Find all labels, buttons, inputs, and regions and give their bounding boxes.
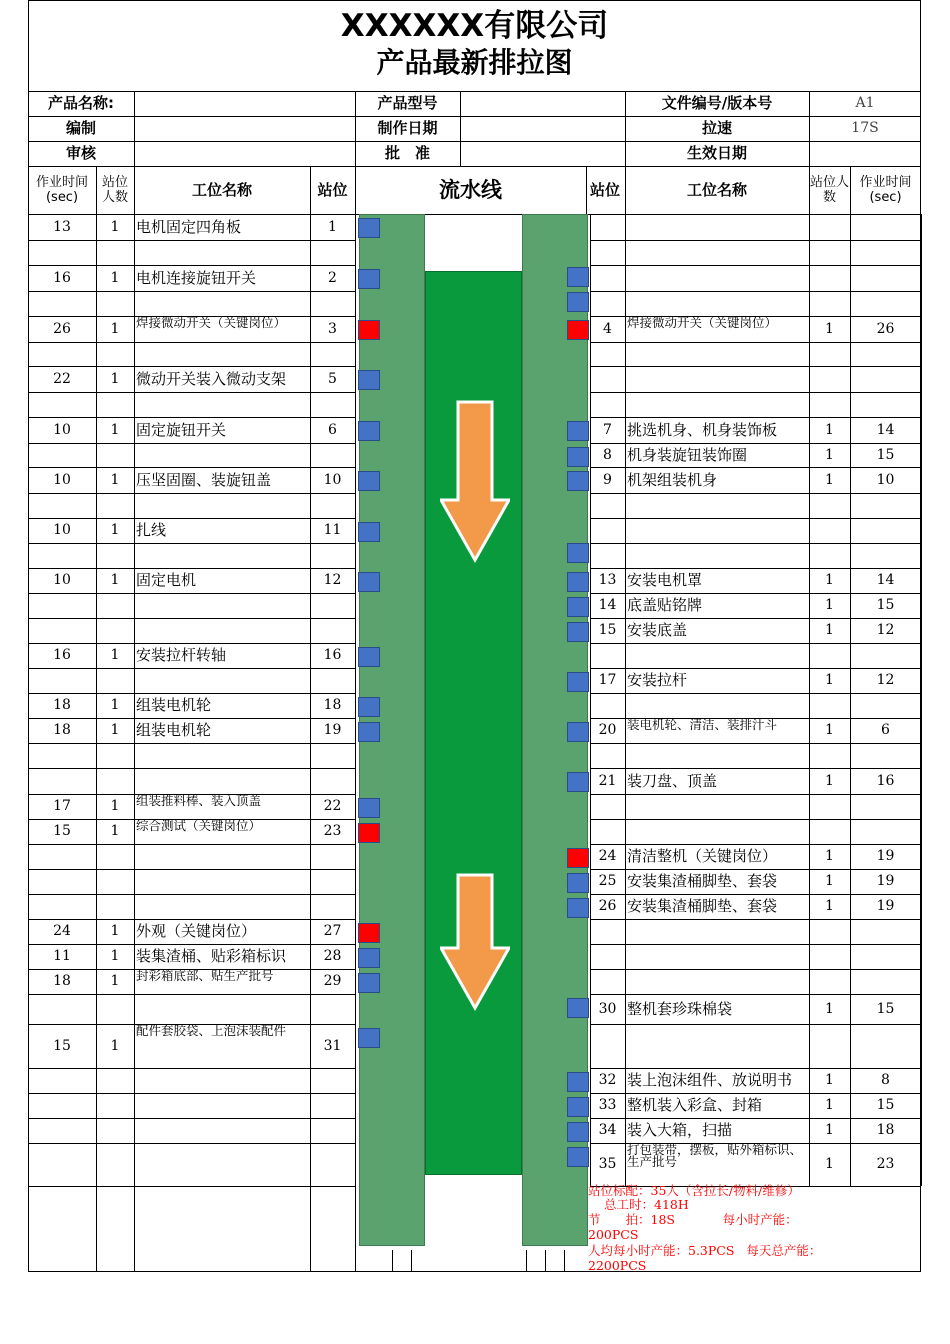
grid-line [590, 214, 591, 1186]
grid-line [590, 944, 921, 945]
right-row-name: 装电机轮、清洁、装排汁斗 [627, 718, 778, 732]
left-row-people: 1 [110, 471, 120, 488]
station-marker[interactable] [567, 572, 589, 592]
made-date-label: 制作日期 [377, 119, 438, 137]
right-row-time: 6 [881, 722, 890, 738]
left-row-station: 12 [323, 572, 342, 588]
col-name-left: 工位名称 [191, 180, 252, 199]
left-row-name: 固定电机 [136, 571, 197, 589]
col-people-left: 站位人数 [101, 175, 128, 205]
right-row-name: 清洁整机（关键岗位） [627, 847, 778, 865]
grid-line [590, 366, 921, 367]
right-row-time: 15 [876, 446, 895, 463]
grid-line [921, 214, 922, 1186]
left-row-people: 1 [110, 572, 120, 588]
grid-line [28, 543, 355, 544]
right-row-station: 26 [598, 898, 617, 914]
right-row-time: 8 [881, 1072, 890, 1088]
station-marker[interactable] [358, 572, 380, 592]
right-row-name: 整机套珍珠棉袋 [627, 999, 733, 1018]
right-row-time: 14 [876, 572, 895, 588]
left-row-people: 1 [110, 1037, 120, 1054]
left-row-name: 固定旋钮开关 [136, 420, 227, 439]
grid-line [590, 693, 921, 694]
left-row-time: 10 [53, 572, 71, 588]
grid-line [28, 1186, 355, 1187]
left-row-name: 微动开关装入微动支架 [136, 369, 287, 388]
right-row-people: 1 [825, 1000, 834, 1017]
station-marker[interactable] [358, 973, 380, 993]
left-row-station: 28 [323, 948, 342, 964]
right-row-time: 15 [876, 1000, 895, 1017]
takt-note: 节 拍：18S 每小时产能： [588, 1213, 798, 1227]
col-name-right: 工位名称 [686, 180, 747, 199]
total-hours-note: 总工时：418H [604, 1198, 689, 1212]
right-row-station: 14 [598, 597, 617, 613]
right-row-station: 24 [598, 848, 617, 864]
left-row-time: 11 [53, 948, 71, 964]
station-marker[interactable] [567, 543, 589, 563]
right-row-time: 23 [876, 1156, 895, 1172]
station-marker[interactable] [567, 421, 589, 441]
left-row-people: 1 [110, 421, 120, 438]
station-marker[interactable] [567, 898, 589, 918]
right-row-station: 32 [598, 1072, 617, 1088]
left-row-name: 装集渣桶、贴彩箱标识 [136, 947, 287, 965]
grid-line [28, 392, 355, 393]
staffing-note: 站位标配：35人（含拉长/物料/维修） [588, 1184, 800, 1198]
right-row-station: 17 [598, 672, 617, 688]
left-row-time: 15 [53, 823, 71, 839]
grid-line [355, 214, 356, 1271]
left-row-name: 压坚固圈、装旋钮盖 [136, 470, 272, 489]
right-row-people: 1 [825, 672, 834, 688]
station-marker[interactable] [358, 471, 380, 491]
grid-line [590, 291, 921, 292]
left-row-name: 组装推料棒、装入顶盖 [136, 794, 262, 808]
right-row-time: 14 [876, 421, 895, 438]
grid-line [28, 869, 355, 870]
left-row-time: 18 [53, 973, 71, 989]
left-row-station: 11 [323, 522, 342, 538]
grid-line [28, 1271, 355, 1272]
station-marker[interactable] [567, 998, 589, 1018]
bottom-tick [564, 1250, 565, 1272]
left-row-station: 18 [323, 697, 342, 713]
review-label: 审核 [65, 144, 96, 162]
grid-line [28, 1068, 355, 1069]
grid-line [28, 743, 355, 744]
left-row-time: 10 [53, 522, 71, 538]
station-marker[interactable] [358, 798, 380, 818]
file-version-label: 文件编号/版本号 [661, 94, 773, 112]
grid-line [590, 493, 921, 494]
hourly-output-note: 200PCS [588, 1228, 639, 1242]
right-row-station: 15 [598, 622, 617, 638]
grid-line [28, 668, 355, 669]
station-marker[interactable] [567, 622, 589, 642]
right-row-name: 机架组装机身 [627, 470, 718, 489]
right-row-people: 1 [825, 772, 834, 789]
grid-line [590, 743, 921, 744]
right-row-people: 1 [825, 597, 834, 613]
right-row-station: 35 [598, 1156, 617, 1172]
document-title: 产品最新排拉图 [376, 46, 573, 79]
station-marker[interactable] [358, 269, 380, 289]
product-name-value [134, 91, 355, 116]
grid-line [590, 1024, 921, 1025]
left-row-people: 1 [110, 722, 120, 738]
station-marker[interactable] [567, 267, 589, 287]
bottom-tick [392, 1250, 393, 1272]
left-row-name: 组装电机轮 [136, 721, 212, 739]
right-row-people: 1 [825, 1156, 834, 1172]
left-row-name: 焊接微动开关（关键岗位） [136, 316, 287, 330]
grid-line [590, 643, 921, 644]
right-row-time: 10 [876, 471, 895, 488]
key-station-marker[interactable] [567, 320, 589, 340]
file-version-value: A1 [855, 95, 875, 111]
grid-line [590, 1271, 921, 1272]
left-row-station: 31 [323, 1037, 342, 1054]
left-row-people: 1 [110, 697, 120, 713]
left-row-time: 18 [53, 722, 71, 738]
left-row-time: 10 [53, 471, 71, 488]
right-row-name: 机身装旋钮装饰圈 [627, 445, 748, 464]
grid-line [28, 1143, 355, 1144]
approve-label: 批 准 [384, 144, 430, 162]
right-row-time: 15 [876, 1097, 895, 1113]
right-row-name: 安装电机罩 [627, 571, 703, 589]
grid-line [590, 819, 921, 820]
left-row-time: 26 [53, 320, 71, 337]
right-row-people: 1 [825, 1122, 834, 1138]
station-marker[interactable] [358, 948, 380, 968]
left-row-station: 27 [323, 923, 342, 939]
left-row-time: 22 [53, 370, 71, 387]
grid-line [28, 593, 355, 594]
col-station-left: 站位 [317, 180, 348, 199]
right-row-people: 1 [825, 446, 834, 463]
grid-line [590, 794, 921, 795]
station-marker[interactable] [358, 218, 380, 238]
left-row-name: 安装拉杆转轴 [136, 646, 227, 664]
left-row-station: 22 [323, 798, 342, 814]
left-row-station: 16 [323, 647, 342, 663]
grid-line [590, 969, 921, 970]
right-row-people: 1 [825, 622, 834, 638]
grid-line [590, 342, 921, 343]
left-row-time: 13 [53, 218, 71, 235]
station-marker[interactable] [567, 292, 589, 312]
station-marker[interactable] [567, 1072, 589, 1092]
station-marker[interactable] [567, 1147, 589, 1167]
left-row-time: 16 [53, 647, 71, 663]
right-row-station: 9 [603, 471, 612, 488]
grid-line [28, 342, 355, 343]
station-marker[interactable] [358, 370, 380, 390]
grid-line [850, 214, 851, 1186]
key-station-marker[interactable] [358, 320, 380, 340]
left-row-people: 1 [110, 370, 120, 387]
right-row-time: 26 [876, 320, 895, 337]
left-row-station: 10 [323, 471, 342, 488]
left-row-time: 15 [53, 1037, 71, 1054]
grid-line [28, 1118, 355, 1119]
right-row-time: 12 [876, 622, 895, 638]
right-row-name: 安装底盖 [627, 621, 688, 639]
left-row-people: 1 [110, 973, 120, 989]
left-row-people: 1 [110, 798, 120, 814]
flow-arrow-down-icon [440, 873, 510, 1013]
station-marker[interactable] [567, 672, 589, 692]
right-row-people: 1 [825, 421, 834, 438]
line-end-gap [425, 1175, 522, 1246]
left-row-time: 18 [53, 697, 71, 713]
station-marker[interactable] [358, 697, 380, 717]
right-row-people: 1 [825, 898, 834, 914]
right-row-people: 1 [825, 320, 834, 337]
station-marker[interactable] [567, 873, 589, 893]
right-row-people: 1 [825, 848, 834, 864]
grid-line [809, 214, 810, 1186]
bottom-tick [545, 1250, 546, 1272]
right-row-station: 21 [598, 772, 617, 789]
key-station-marker[interactable] [358, 823, 380, 843]
right-row-station: 13 [598, 572, 617, 588]
right-row-time: 19 [876, 848, 895, 864]
prepared-label: 编制 [65, 119, 96, 137]
left-row-station: 23 [323, 823, 342, 839]
key-station-marker[interactable] [358, 923, 380, 943]
bottom-tick [526, 1250, 527, 1272]
left-row-name: 组装电机轮 [136, 696, 212, 714]
speed-label: 拉速 [701, 119, 732, 137]
flow-arrow-down-icon [440, 400, 510, 565]
left-row-time: 10 [53, 421, 71, 438]
product-name-label: 产品名称: [48, 94, 114, 112]
left-row-people: 1 [110, 647, 120, 663]
per-capita-note: 人均每小时产能：5.3PCS 每天总产能： [588, 1244, 822, 1258]
grid-line [590, 240, 921, 241]
right-row-time: 12 [876, 672, 895, 688]
left-row-people: 1 [110, 823, 120, 839]
grid-line [590, 518, 921, 519]
left-row-station: 6 [328, 421, 337, 438]
grid-line [28, 894, 355, 895]
right-row-name: 挑选机身、机身装饰板 [627, 420, 778, 439]
station-marker[interactable] [358, 522, 380, 542]
effective-date-label: 生效日期 [686, 144, 747, 162]
station-marker[interactable] [567, 471, 589, 491]
left-row-name: 封彩箱底部、贴生产批号 [136, 969, 274, 983]
right-row-name: 装入大箱，扫描 [627, 1121, 733, 1139]
left-row-people: 1 [110, 269, 120, 286]
right-row-people: 1 [825, 873, 834, 889]
station-marker[interactable] [567, 722, 589, 742]
right-row-name: 底盖贴铭牌 [627, 596, 703, 614]
right-row-station: 25 [598, 873, 617, 889]
col-time-right: 作业时间(sec) [859, 175, 912, 205]
right-row-people: 1 [825, 722, 834, 738]
left-row-name: 综合测试（关键岗位） [136, 819, 262, 833]
right-row-station: 30 [598, 1000, 617, 1017]
right-row-name: 安装拉杆 [627, 671, 688, 689]
grid-line [28, 618, 355, 619]
left-row-people: 1 [110, 218, 120, 235]
station-marker[interactable] [358, 421, 380, 441]
left-row-name: 电机固定四角板 [136, 217, 242, 236]
left-row-station: 19 [323, 722, 342, 738]
right-row-time: 16 [876, 772, 895, 789]
right-row-station: 7 [603, 421, 612, 438]
station-marker[interactable] [358, 722, 380, 742]
grid-line [590, 214, 921, 215]
left-row-station: 5 [328, 370, 337, 387]
daily-output-note: 2200PCS [588, 1259, 918, 1271]
grid-line [28, 994, 355, 995]
left-row-people: 1 [110, 948, 120, 964]
col-people-right: 站位人数 [809, 175, 849, 205]
right-row-station: 8 [603, 446, 612, 463]
left-row-people: 1 [110, 522, 120, 538]
company-title: XXXXXX有限公司 [340, 8, 609, 44]
bottom-tick [411, 1250, 412, 1272]
right-row-station: 33 [598, 1097, 617, 1113]
right-row-people: 1 [825, 471, 834, 488]
left-row-name: 配件套胶袋、上泡沫装配件 [136, 1024, 287, 1038]
right-row-station: 34 [598, 1122, 617, 1138]
grid-line [28, 1093, 355, 1094]
grid-line [28, 768, 355, 769]
station-marker[interactable] [567, 772, 589, 792]
grid-line [590, 265, 921, 266]
right-row-station: 20 [598, 722, 617, 738]
grid-line [28, 443, 355, 444]
left-row-time: 17 [53, 798, 71, 814]
left-row-station: 1 [328, 218, 337, 235]
product-model-label: 产品型号 [377, 94, 438, 112]
grid-line [28, 291, 355, 292]
left-row-station: 3 [328, 320, 337, 337]
grid-line [28, 240, 355, 241]
left-row-people: 1 [110, 320, 120, 337]
right-row-people: 1 [825, 1072, 834, 1088]
key-station-marker[interactable] [567, 848, 589, 868]
grid-line [28, 844, 355, 845]
grid-line [625, 214, 626, 1186]
grid-line [590, 392, 921, 393]
left-row-time: 24 [53, 923, 71, 939]
right-row-name: 装刀盘、顶盖 [627, 771, 718, 790]
station-marker[interactable] [567, 447, 589, 467]
right-row-time: 19 [876, 898, 895, 914]
right-row-time: 18 [876, 1122, 895, 1138]
right-row-people: 1 [825, 1097, 834, 1113]
right-row-name: 焊接微动开关（关键岗位） [627, 316, 778, 330]
right-row-name: 整机装入彩盒、封箱 [627, 1096, 763, 1114]
right-row-name: 安装集渣桶脚垫、套袋 [627, 897, 778, 915]
right-row-name: 打包装带，摆板，贴外箱标识、生产批号 [627, 1143, 803, 1169]
right-row-people: 1 [825, 572, 834, 588]
left-row-station: 29 [323, 973, 342, 989]
left-row-name: 电机连接旋钮开关 [136, 268, 257, 287]
station-marker[interactable] [358, 1028, 380, 1048]
station-marker[interactable] [567, 1097, 589, 1117]
right-row-name: 安装集渣桶脚垫、套袋 [627, 872, 778, 890]
grid-line [590, 919, 921, 920]
left-row-name: 外观（关键岗位） [136, 922, 257, 940]
left-row-name: 扎线 [136, 521, 167, 539]
grid-line [28, 493, 355, 494]
col-line: 流水线 [439, 177, 502, 202]
col-station-right: 站位 [589, 180, 620, 199]
left-row-people: 1 [110, 923, 120, 939]
station-marker[interactable] [567, 1122, 589, 1142]
grid-line [590, 543, 921, 544]
right-row-station: 4 [603, 320, 612, 337]
station-marker[interactable] [567, 597, 589, 617]
right-row-time: 19 [876, 873, 895, 889]
left-row-station: 2 [328, 269, 337, 286]
left-row-time: 16 [53, 269, 71, 286]
right-row-time: 15 [876, 597, 895, 613]
right-row-name: 装上泡沫组件、放说明书 [627, 1071, 793, 1089]
col-time-left: 作业时间(sec) [35, 175, 88, 205]
speed-value: 17S [851, 120, 879, 136]
grid-line [460, 91, 461, 166]
station-marker[interactable] [358, 647, 380, 667]
